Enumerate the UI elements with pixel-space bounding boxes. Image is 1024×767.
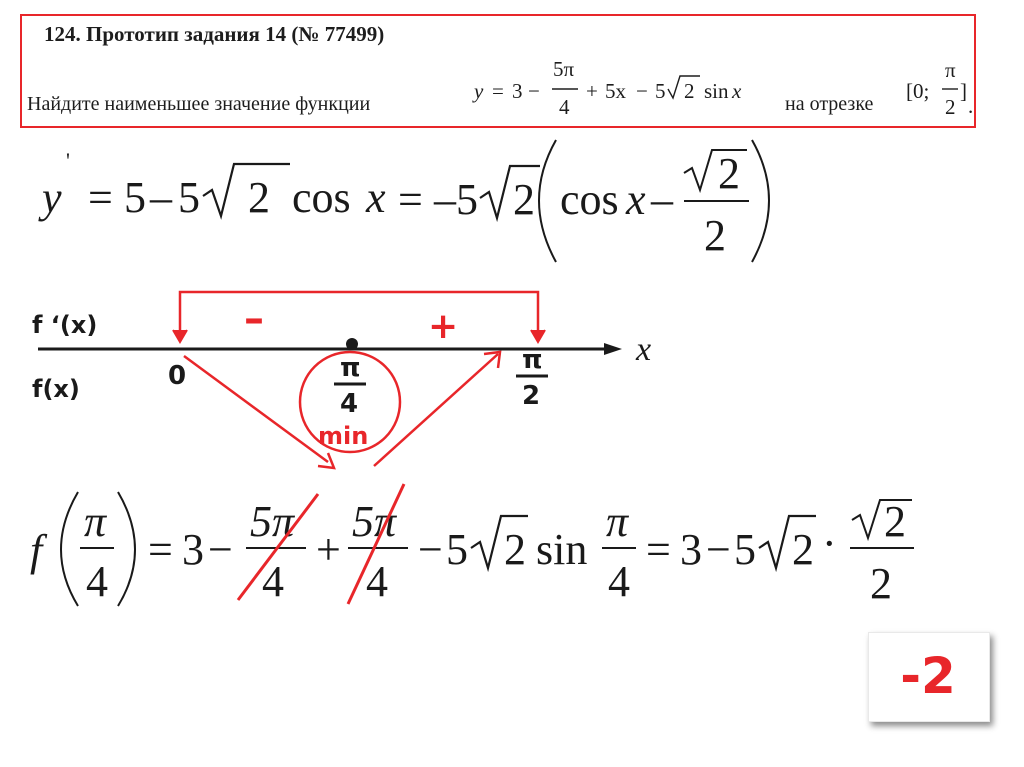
task-fn-minus2: − [636, 79, 648, 103]
eval-minus3: − [706, 525, 731, 574]
task-interval-close: ] [960, 79, 967, 103]
axis-label: x [636, 331, 652, 368]
eval-three2: 3 [680, 525, 702, 574]
eval-four: 4 [86, 557, 108, 606]
task-fn-frac-num: 5π [553, 57, 575, 81]
decreasing-arrow [184, 356, 328, 462]
min-label: min [318, 422, 369, 450]
deriv-cos: cos [292, 173, 351, 222]
task-title: 124. Прототип задания 14 (№ 77499) [44, 22, 385, 46]
deriv-rad: 2 [248, 173, 270, 222]
eval-coef: 5 [446, 525, 468, 574]
eval-pi: π [84, 497, 107, 546]
eval-three: 3 [182, 525, 204, 574]
pi4-num: π [340, 353, 361, 383]
task-fn-rad: 2 [684, 79, 695, 103]
eval-plus: + [316, 525, 341, 574]
deriv-rad2: 2 [513, 175, 535, 224]
task-fn-minus1: − [528, 79, 540, 103]
eval-eq2: = [646, 525, 671, 574]
eval-sin: sin [536, 525, 588, 574]
axis-arrowhead [604, 343, 622, 355]
derivative-formula [38, 140, 769, 262]
zero-label: 0 [168, 361, 187, 391]
eval-frac2-num: 5π [352, 497, 397, 546]
eval-minus: − [208, 525, 233, 574]
deriv-prime: ' [66, 148, 70, 173]
deriv-cos2: cos [560, 175, 619, 224]
deriv-paren-right [752, 140, 769, 262]
eval-f: f [30, 526, 43, 575]
eval-coef2: 5 [734, 525, 756, 574]
pi2-den: 2 [522, 381, 541, 411]
task-interval-open: [0; [906, 79, 930, 103]
eval-frac1-den: 4 [262, 557, 284, 606]
critical-point-dot [346, 338, 358, 350]
task-interval-dot: . [968, 94, 974, 118]
eval-minus2: − [418, 525, 443, 574]
eval-frac4-rad: 2 [884, 497, 906, 546]
task-fn-coef: 5 [655, 79, 666, 103]
task-fn-eq: = [492, 79, 504, 103]
deriv-sqrt-sign [203, 164, 290, 216]
pi2-num: π [522, 345, 543, 375]
f-prime-label: f ‘(x) [32, 311, 98, 339]
eval-paren-right [118, 492, 135, 606]
task-interval-den: 2 [945, 95, 956, 119]
interval-bracket [180, 292, 538, 338]
task-fn-3: 3 [512, 79, 523, 103]
eval-rad: 2 [504, 525, 526, 574]
deriv-frac-rad: 2 [718, 149, 740, 198]
sign-diagram [32, 292, 651, 468]
deriv-x2: x [626, 175, 646, 224]
deriv-coef: 5 [178, 173, 200, 222]
task-prompt: Найдите наименьшее значение функции [27, 93, 371, 115]
eval-dot: · [822, 519, 837, 568]
minus-sign: – [244, 296, 264, 342]
deriv-x: x [366, 173, 386, 222]
task-fn-lhs: y [474, 79, 484, 103]
deriv-minus: – [150, 173, 172, 222]
eval-frac1-num: 5π [250, 497, 295, 546]
evaluation-formula [30, 492, 914, 608]
eval-paren-left [61, 492, 78, 606]
eval-frac3-den: 4 [608, 557, 630, 606]
deriv-neg-coef: –5 [434, 175, 478, 224]
task-fn-frac-den: 4 [559, 95, 570, 119]
task-interval-num: π [945, 58, 956, 82]
plus-sign: + [428, 306, 459, 347]
deriv-five: 5 [124, 173, 146, 222]
eval-rad2: 2 [792, 525, 814, 574]
task-interval [906, 58, 973, 119]
task-function-formula [472, 57, 742, 119]
task-fn-x: x [732, 79, 742, 103]
f-label: f(x) [32, 375, 80, 403]
deriv-paren-left [539, 140, 556, 262]
task-fn-term: 5x [605, 79, 626, 103]
increasing-arrow [374, 354, 498, 466]
eval-eq: = [148, 525, 173, 574]
deriv-eq2: = [398, 175, 423, 224]
task-fn-plus: + [586, 79, 598, 103]
eval-frac2-den: 4 [366, 557, 388, 606]
deriv-eq: = [88, 173, 113, 222]
deriv-frac-den: 2 [704, 211, 726, 260]
pi4-den: 4 [340, 389, 359, 419]
answer-value: -2 [900, 647, 956, 705]
eval-frac3-num: π [606, 497, 629, 546]
deriv-y: y [42, 173, 62, 222]
task-interval-label: на отрезке [785, 93, 874, 115]
deriv-minus2: – [651, 175, 673, 224]
bracket-arrow-right [531, 330, 545, 342]
eval-frac4-den: 2 [870, 559, 892, 608]
bracket-arrow-left [173, 330, 187, 342]
task-fn-sin: sin [704, 79, 729, 103]
